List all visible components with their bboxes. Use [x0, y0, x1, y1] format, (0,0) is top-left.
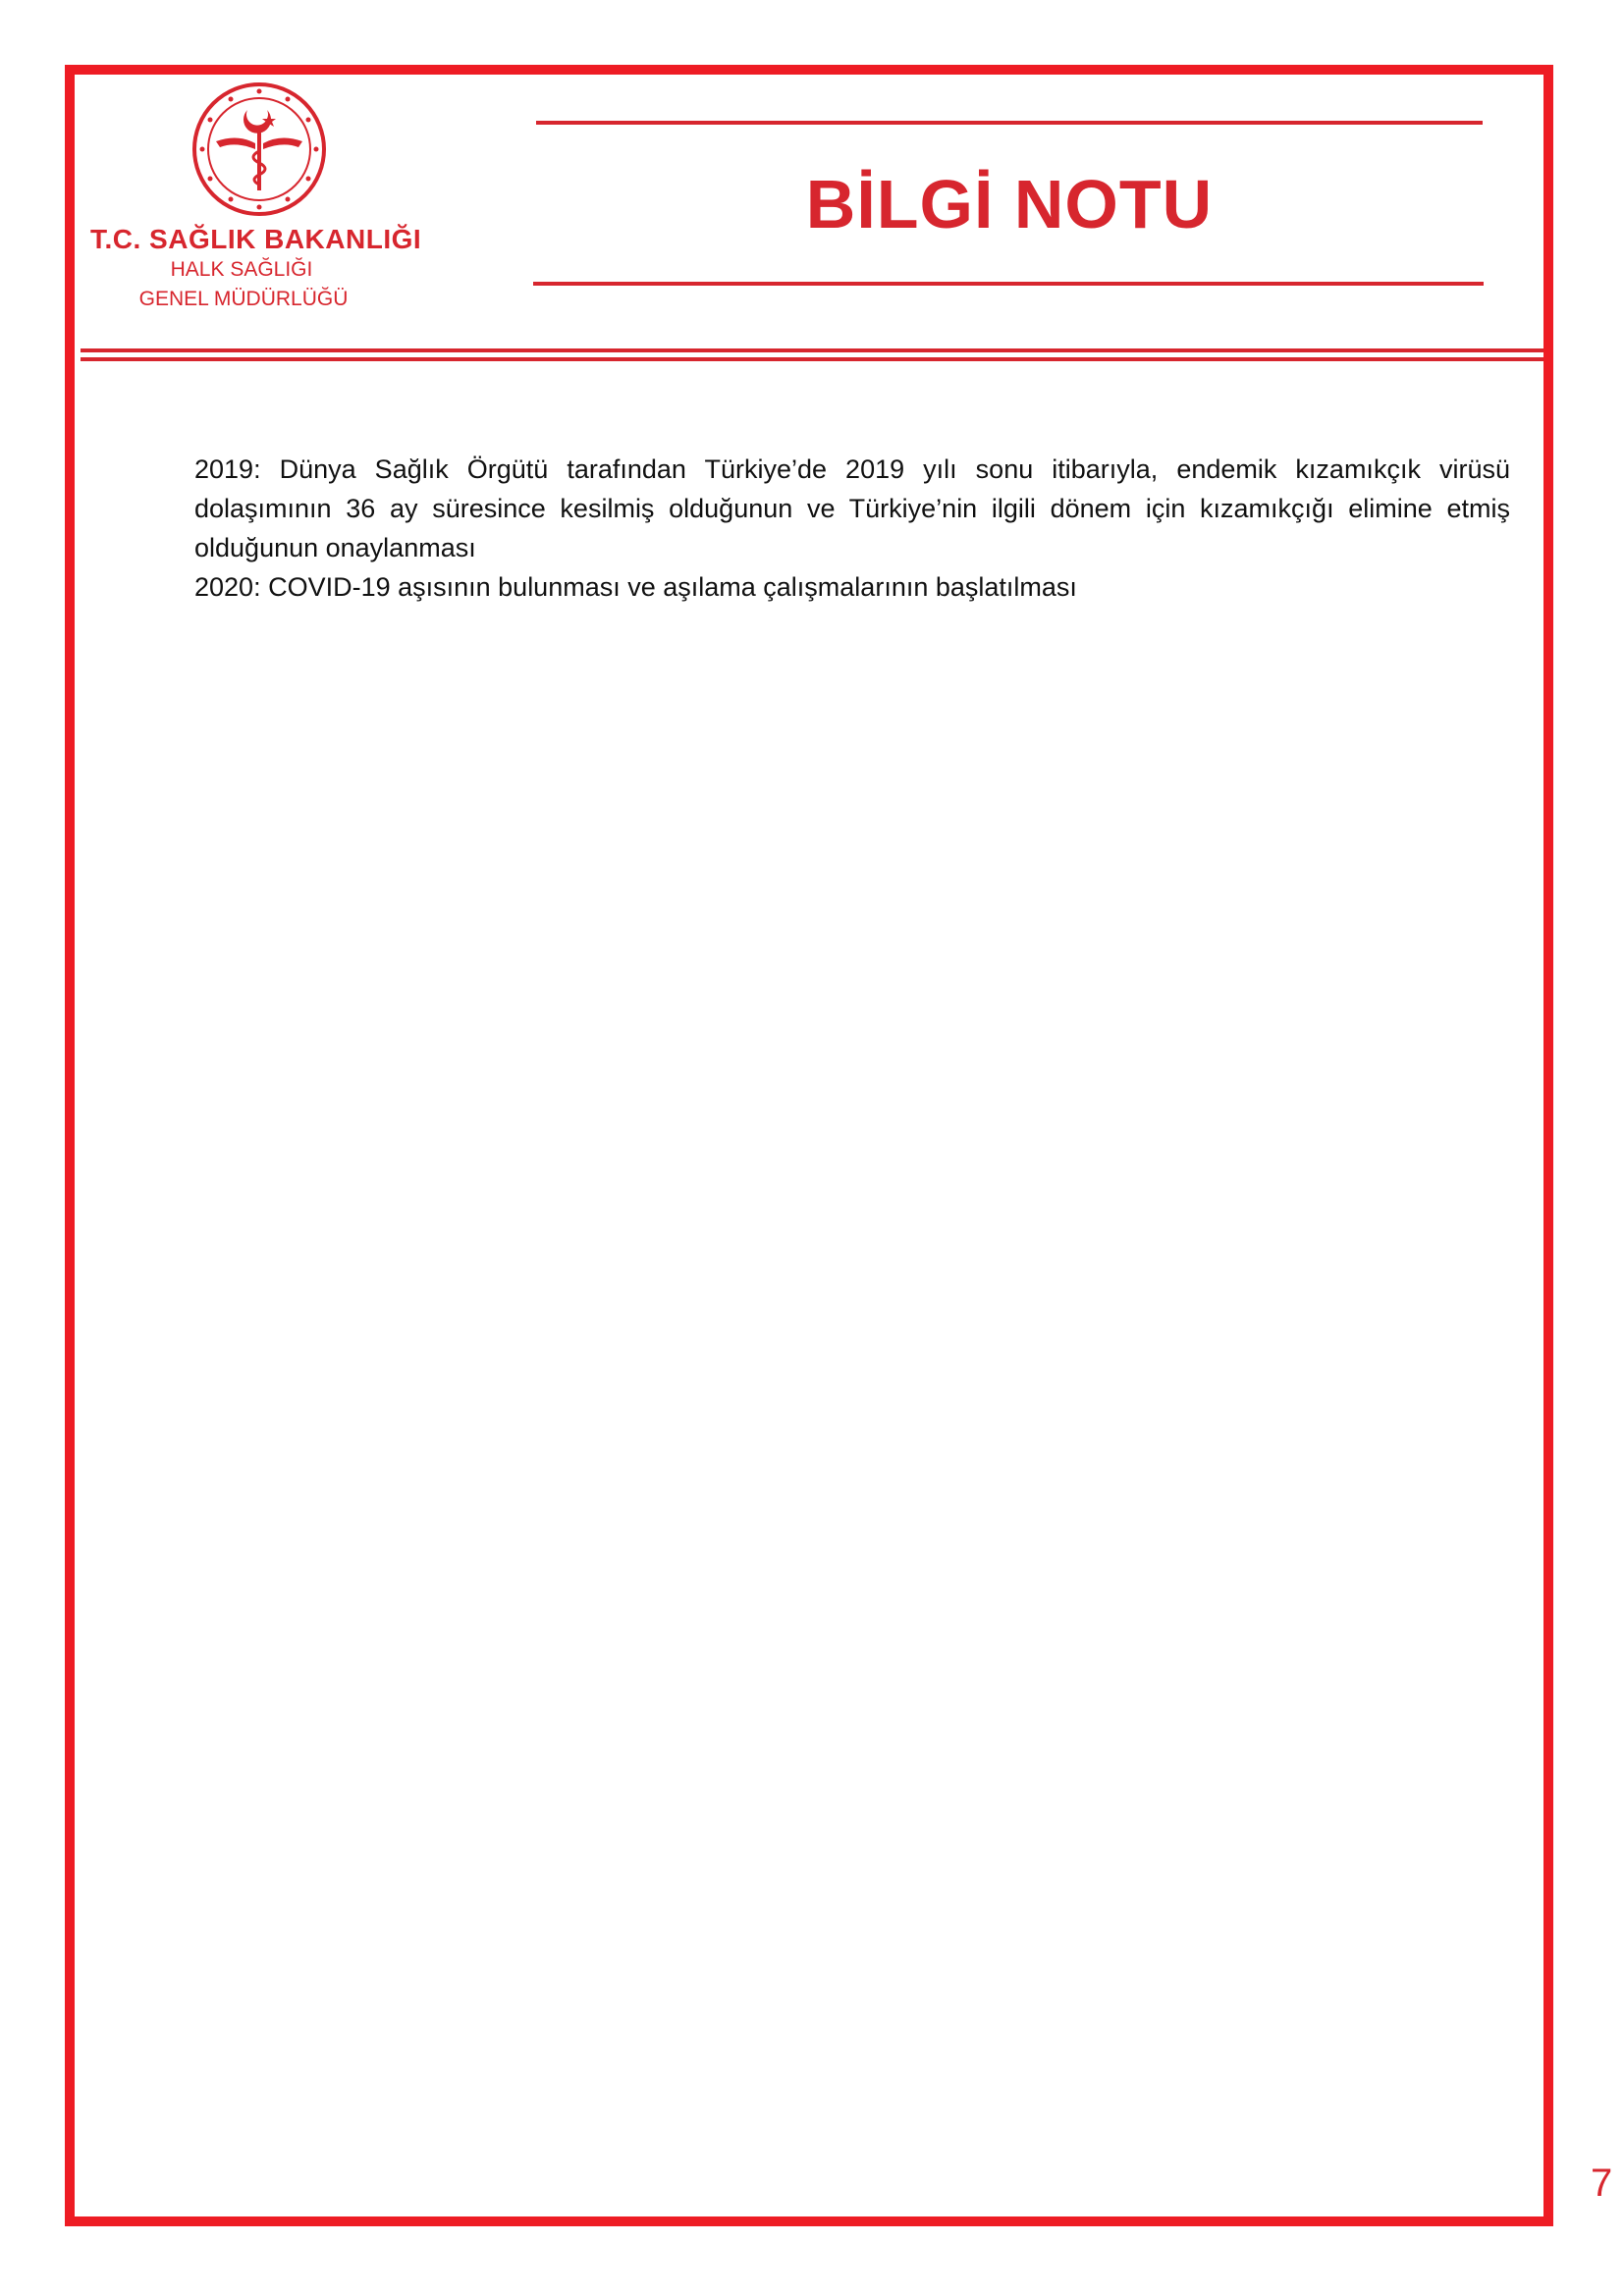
ministry-logo	[86, 80, 440, 326]
paragraph-2019: 2019: Dünya Sağlık Örgütü tarafından Türkiye’de 2019 yılı sonu itibarıyla, endemik kızamıkçık virüsü dolaşımının 36 ay süresince kesilmiş olduğunun ve Türkiye’nin ilgili dönem için kızamıkçığı elimine etmiş olduğunun onaylanması	[194, 454, 1510, 562]
ministry-name	[86, 224, 440, 314]
ministry-name-line1: T.C. SAĞLIK BAKANLIĞI	[90, 224, 422, 254]
ministry-name-line2: HALK SAĞLIĞI	[170, 258, 313, 281]
header-divider-top	[81, 348, 1543, 352]
header-divider-bottom	[81, 357, 1543, 361]
page-frame	[65, 65, 1553, 2226]
title-rule-bottom	[533, 282, 1484, 286]
ministry-emblem-icon	[190, 80, 328, 218]
title-rule-top	[536, 121, 1483, 125]
paragraph-2020: 2020: COVID-19 aşısının bulunması ve aşılama çalışmalarının başlatılması	[194, 572, 1077, 602]
page-number: 7	[1591, 2162, 1613, 2205]
page-title: BİLGİ NOTU	[805, 166, 1214, 242]
ministry-name-line3: GENEL MÜDÜRLÜĞÜ	[138, 288, 349, 310]
body-text	[194, 450, 1510, 607]
